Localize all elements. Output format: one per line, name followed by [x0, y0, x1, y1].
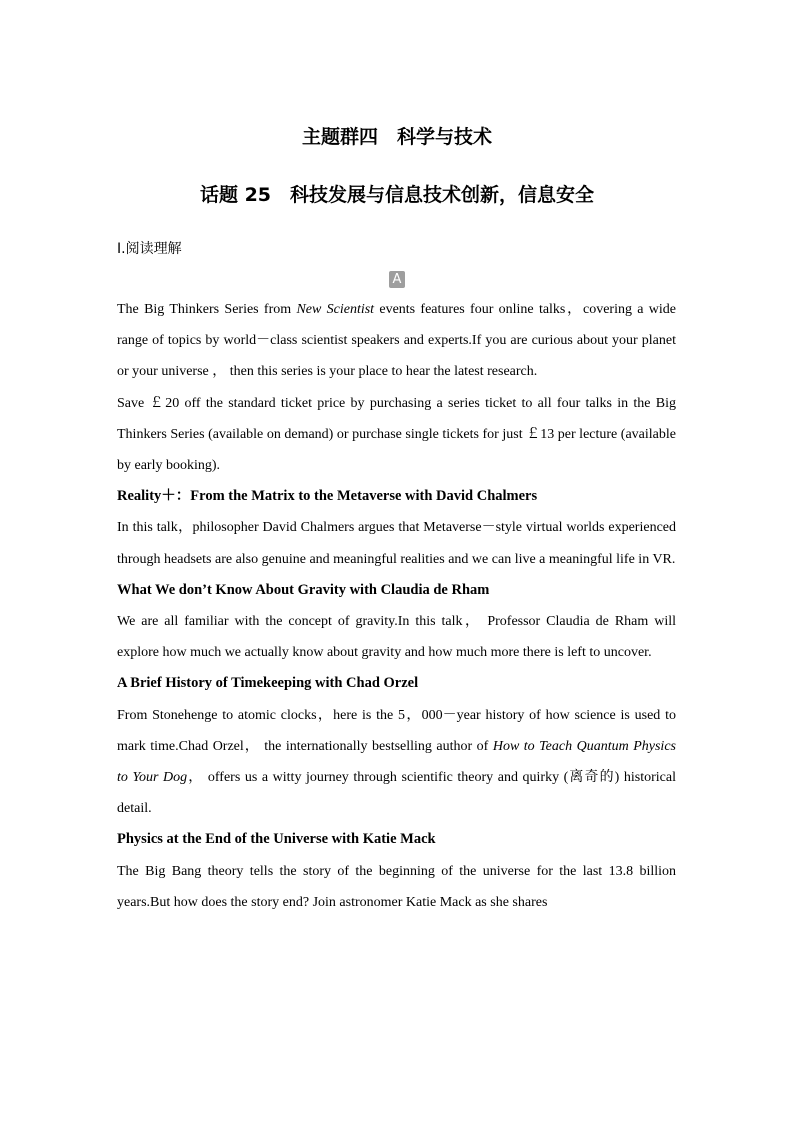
- book-title: How to Teach Quantum Physics to Your Dog: [117, 738, 676, 786]
- talk-body-2: We are all familiar with the concept of gravity.In this talk， Professor Claudia de Rham will explore how much we actually know about gravity and how much more there is left to uncover.: [117, 614, 676, 661]
- talk-heading-1: Reality＋：From the Matrix to the Metaverse with David Chalmers: [117, 488, 538, 505]
- passage-badge: A: [389, 271, 406, 288]
- talk-body-3: [117, 700, 676, 825]
- publication-name: New Scientist: [296, 302, 375, 317]
- passage-badge-row: [0, 268, 794, 288]
- intro-paragraph-2: Save ￡20 off the standard ticket price by purchasing a series ticket to all four talks in the Big Thinkers Series (available on demand) or purchase single tickets for just ￡13 per lecture (available by early booking).: [117, 395, 676, 474]
- intro-paragraph-1: [117, 294, 676, 388]
- talk-body-3-end: ， offers us a witty journey through scientific theory and quirky (离奇的) historical detail.: [117, 770, 677, 817]
- talk-heading-2: What We don’t Know About Gravity with Claudia de Rham: [117, 581, 490, 598]
- intro-text-start: The Big Thinkers Series from: [117, 302, 297, 317]
- talk-heading-4: Physics at the End of the Universe with Katie Mack: [117, 831, 436, 848]
- topic-title: 话题 25 科技发展与信息技术创新，信息安全: [199, 184, 595, 206]
- talk-heading-3: A Brief History of Timekeeping with Chad Orzel: [117, 675, 419, 692]
- group-title: 主题群四 科学与技术: [301, 126, 492, 148]
- passage-body: [117, 294, 676, 918]
- talk-body-4: The Big Bang theory tells the story of the beginning of the universe for the last 13.8 billion years.But how does the story end? Join astronomer Katie Mack as she shares: [117, 863, 676, 910]
- intro-text-end: events features four online talks，covering a wide range of topics by world－class scientist speakers and experts.If you are curious about your planet or your universe ， then this series is your place to hear the latest research.: [117, 302, 676, 380]
- talk-body-3-start: From Stonehenge to atomic clocks，here is the 5，000－year history of how science is used to mark time.Chad Orzel， the internationally bestselling author of: [117, 707, 676, 754]
- section-label: Ⅰ.阅读理解: [117, 241, 182, 257]
- talk-body-1: In this talk，philosopher David Chalmers argues that Metaverse－style virtual worlds experienced through headsets are also genuine and meaningful realities and we can live a meaningful life in VR.: [117, 520, 676, 567]
